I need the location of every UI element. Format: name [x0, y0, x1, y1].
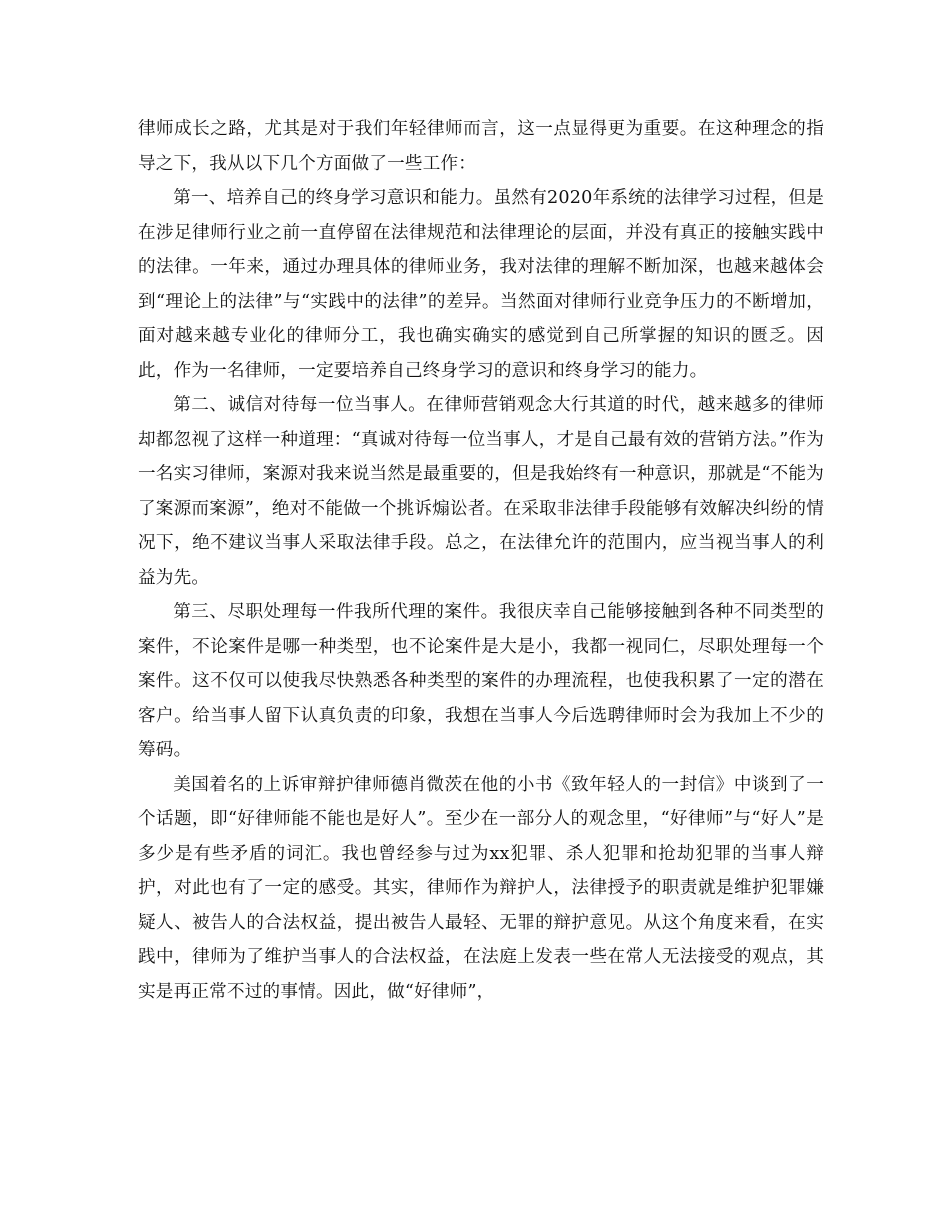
- paragraph-diligence: 第三、尽职处理每一件我所代理的案件。我很庆幸自己能够接触到各种不同类型的案件，不论案件是哪一种类型，也不论案件是大是小，我都一视同仁，尽职处理每一个案件。这不仅可以使我尽快熟悉各种类型的案件的办理流程，也使我积累了一定的潜在客户。给当事人留下认真负责的印象，我想在当事人今后选聘律师时会为我加上不少的筹码。: [138, 602, 824, 760]
- paragraph-integrity: 第二、诚信对待每一位当事人。在律师营销观念大行其道的时代，越来越多的律师却都忽视了这样一种道理：“真诚对待每一位当事人，才是自己最有效的营销方法。”作为一名实习律师，案源对我来说当然是最重要的，但是我始终有一种意识，那就是“不能为了案源而案源”，绝对不能做一个挑诉煽讼者。在采取非法律手段能够有效解决纠纷的情况下，绝不建议当事人采取法律手段。总之，在法律允许的范围内，应当视当事人的利益为先。: [138, 395, 824, 588]
- paragraph-continuation: 律师成长之路，尤其是对于我们年轻律师而言，这一点显得更为重要。在这种理念的指导之下，我从以下几个方面做了一些工作：: [138, 119, 824, 174]
- paragraph-lifelong-learning: 第一、培养自己的终身学习意识和能力。虽然有2020年系统的法律学习过程，但是在涉足律师行业之前一直停留在法律规范和法律理论的层面，并没有真正的接触实践中的法律。一年来，通过办理具体的律师业务，我对法律的理解不断加深，也越来越体会到“理论上的法律”与“实践中的法律”的差异。当然面对律师行业竞争压力的不断增加，面对越来越专业化的律师分工，我也确实确实的感觉到自己所掌握的知识的匮乏。因此，作为一名律师，一定要培养自己终身学习的意识和终身学习的能力。: [138, 188, 824, 381]
- paragraph-good-lawyer: 美国着名的上诉审辩护律师德肖微茨在他的小书《致年轻人的一封信》中谈到了一个话题，即“好律师能不能也是好人”。至少在一部分人的观念里，“好律师”与“好人”是多少是有些矛盾的词汇。我也曾经参与过为xx犯罪、杀人犯罪和抢劫犯罪的当事人辩护，对此也有了一定的感受。其实，律师作为辩护人，法律授予的职责就是维护犯罪嫌疑人、被告人的合法权益，提出被告人最轻、无罪的辩护意见。从这个角度来看，在实践中，律师为了维护当事人的合法权益，在法庭上发表一些在常人无法接受的观点，其实是再正常不过的事情。因此，做“好律师”，: [138, 774, 824, 1002]
- document-body: [138, 112, 824, 1009]
